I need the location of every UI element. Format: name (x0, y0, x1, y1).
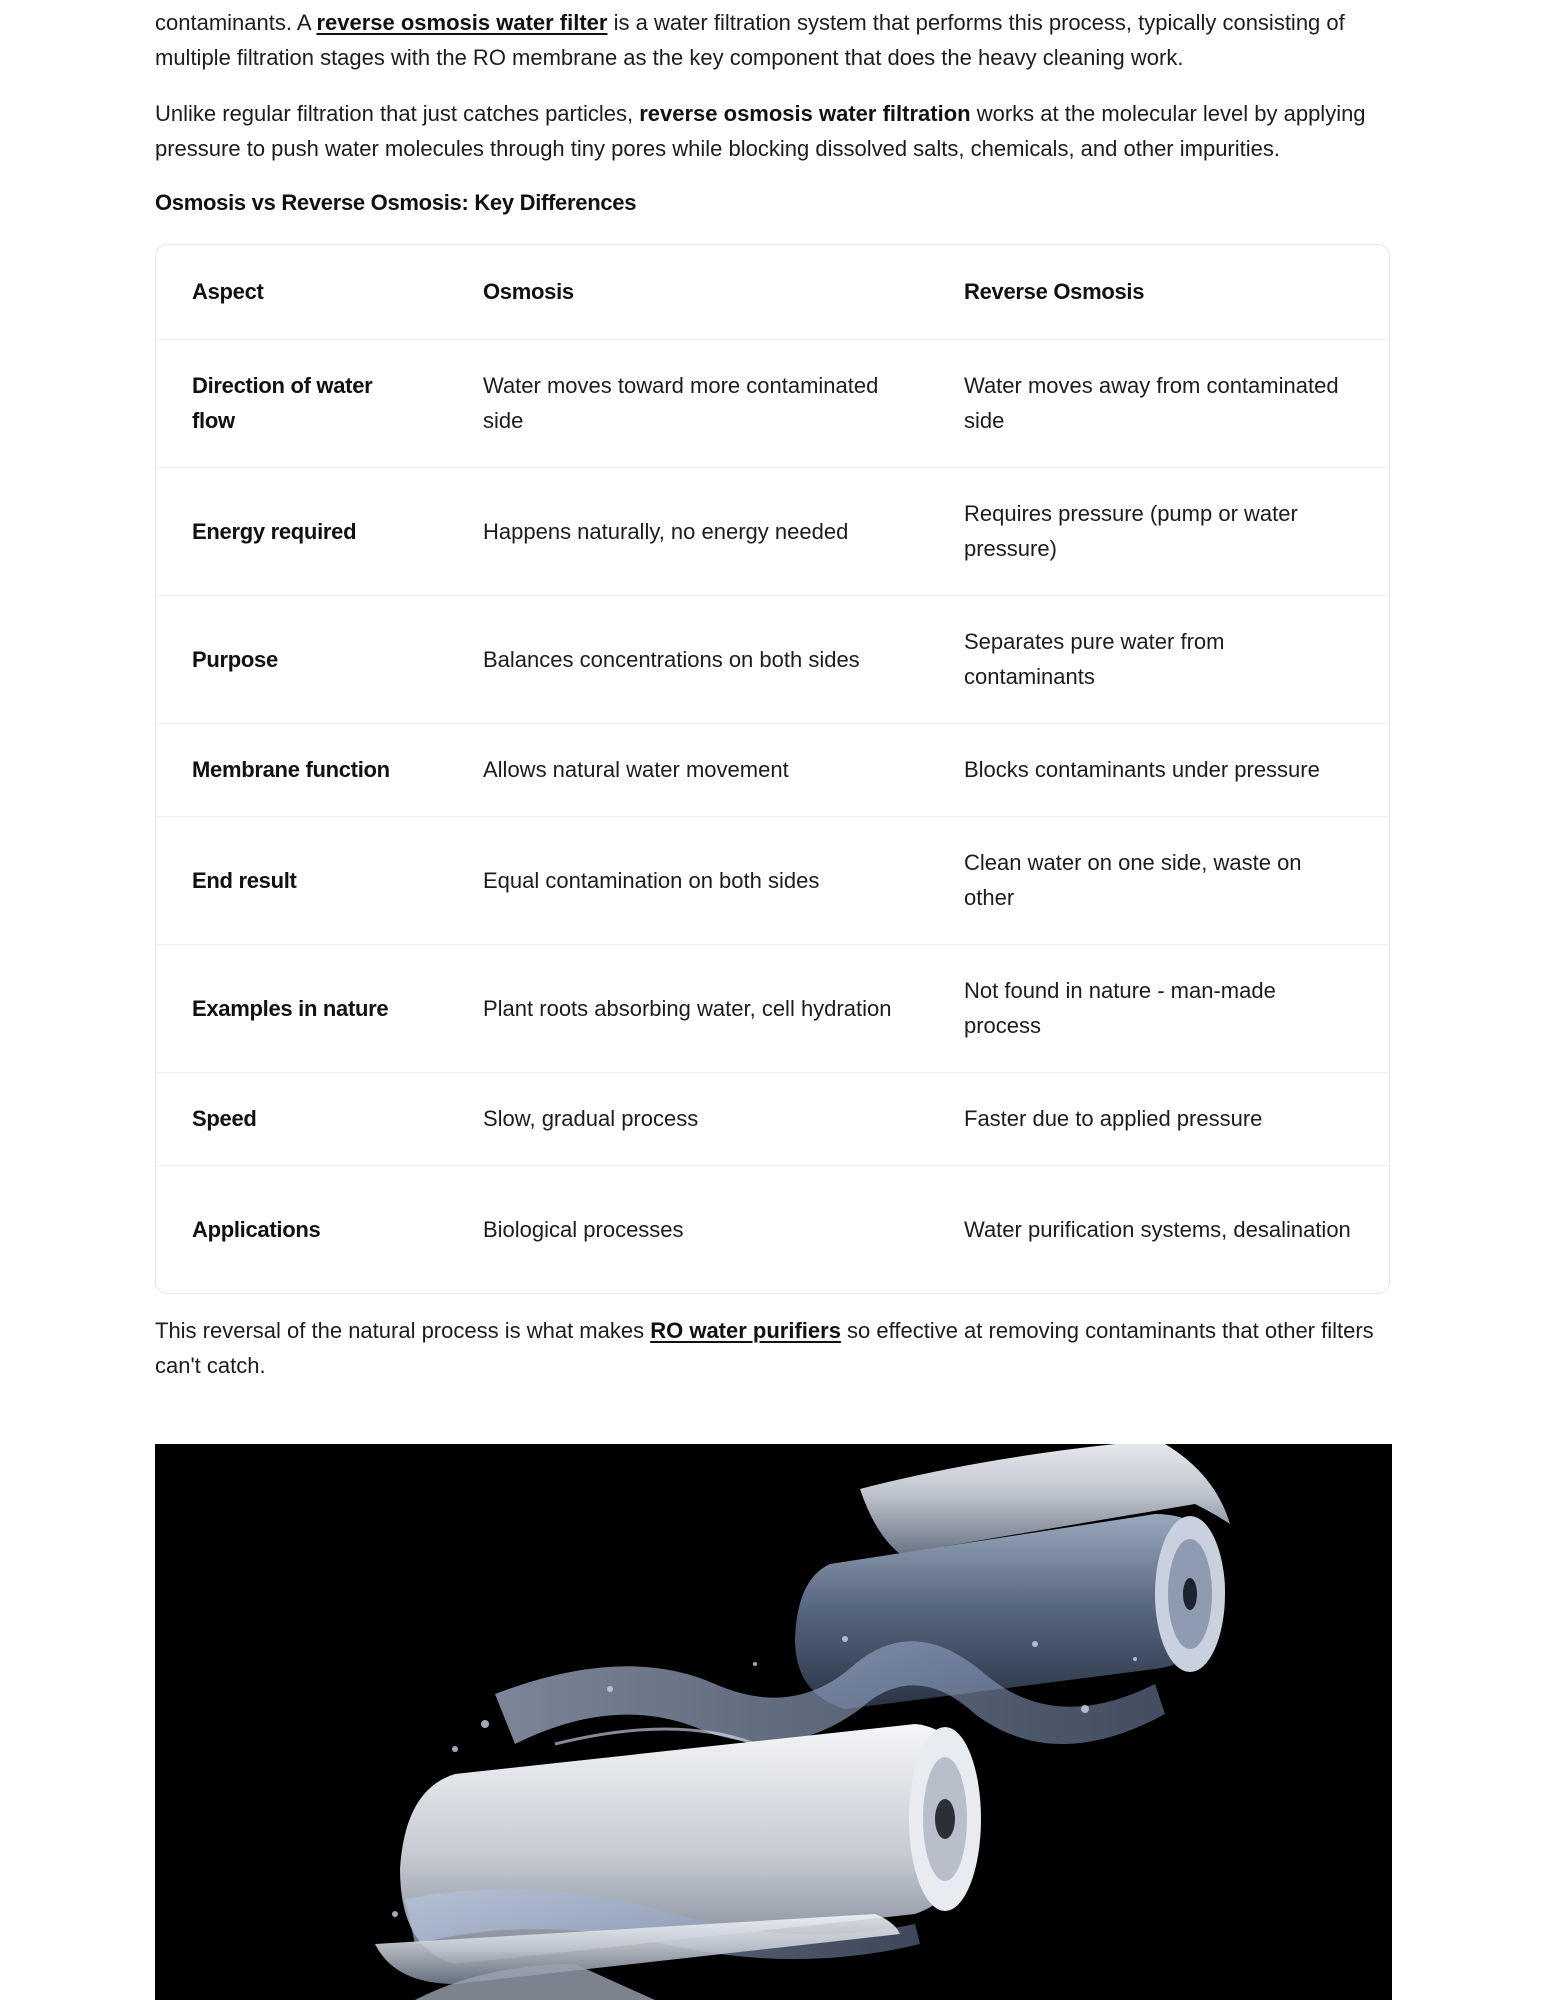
intro-text: Unlike regular filtration that just catches particles, (155, 101, 640, 126)
aspect-cell: Applications (192, 1216, 321, 1242)
bold-term: reverse osmosis water filtration (639, 101, 971, 126)
aspect-cell: Purpose (156, 595, 447, 723)
osmosis-cell: Plant roots absorbing water, cell hydration (447, 944, 928, 1072)
outro-text: so effective at removing contaminants that other filters can't catch. (155, 1318, 1374, 1378)
osmosis-cell: Allows natural water movement (447, 723, 928, 816)
table-header-row (156, 245, 1390, 339)
table-row (156, 944, 1390, 1072)
reverse-osmosis-cell: Water moves away from contaminated side (928, 339, 1390, 467)
section-heading: Osmosis vs Reverse Osmosis: Key Differences (155, 190, 637, 215)
table-row (156, 339, 1390, 467)
table-row (156, 723, 1390, 816)
table-row (156, 1072, 1390, 1165)
outro-text: This reversal of the natural process is what makes (155, 1318, 651, 1343)
header-reverse-osmosis: Reverse Osmosis (928, 245, 1390, 339)
outro-paragraph (155, 1313, 1392, 1383)
reverse-osmosis-cell: Not found in nature - man-made process (928, 944, 1390, 1072)
intro-text: works at the molecular level by applying pressure to push water molecules through tiny pores while blocking dissolved salts, chemicals, and other impurities. (155, 101, 1366, 161)
reverse-osmosis-cell: Separates pure water from contaminants (928, 595, 1390, 723)
reverse-osmosis-cell: Faster due to applied pressure (928, 1072, 1390, 1165)
aspect-cell: Direction of water flow (156, 339, 447, 467)
osmosis-cell: Equal contamination on both sides (447, 816, 928, 944)
intro-text: is a water filtration system that performs this process, typically consisting of multiple filtration stages with the RO membrane as the key component that does the heavy cleaning work. (155, 10, 1345, 70)
reverse-osmosis-cell: Water purification systems, desalination (964, 1216, 1351, 1242)
table-row (156, 816, 1390, 944)
osmosis-cell: Biological processes (483, 1216, 684, 1242)
table-row (156, 467, 1390, 595)
ro-membrane-illustration (155, 1444, 1392, 2000)
osmosis-cell: Slow, gradual process (447, 1072, 928, 1165)
header-aspect: Aspect (156, 245, 447, 339)
aspect-cell: Energy required (156, 467, 447, 595)
aspect-cell: Membrane function (156, 723, 447, 816)
header-osmosis: Osmosis (447, 245, 928, 339)
table-row (156, 595, 1390, 723)
reverse-osmosis-cell: Requires pressure (pump or water pressure) (928, 467, 1390, 595)
osmosis-cell: Balances concentrations on both sides (447, 595, 928, 723)
ro-membrane-image (155, 1444, 1392, 2000)
osmosis-cell: Water moves toward more contaminated side (447, 339, 928, 467)
reverse-osmosis-cell: Blocks contaminants under pressure (928, 723, 1390, 816)
reverse-osmosis-cell: Clean water on one side, waste on other (928, 816, 1390, 944)
comparison-table (155, 244, 1390, 1294)
reverse-osmosis-water-filter-link[interactable]: reverse osmosis water filter (316, 10, 608, 35)
ro-water-purifiers-link[interactable]: RO water purifiers (650, 1318, 841, 1343)
intro-paragraph-1 (155, 5, 1392, 75)
intro-text: contaminants. A (155, 10, 317, 35)
table-row (156, 1165, 1390, 1293)
aspect-cell: End result (156, 816, 447, 944)
osmosis-cell: Happens naturally, no energy needed (447, 467, 928, 595)
intro-paragraph-2 (155, 96, 1392, 166)
aspect-cell: Speed (156, 1072, 447, 1165)
aspect-cell: Examples in nature (156, 944, 447, 1072)
